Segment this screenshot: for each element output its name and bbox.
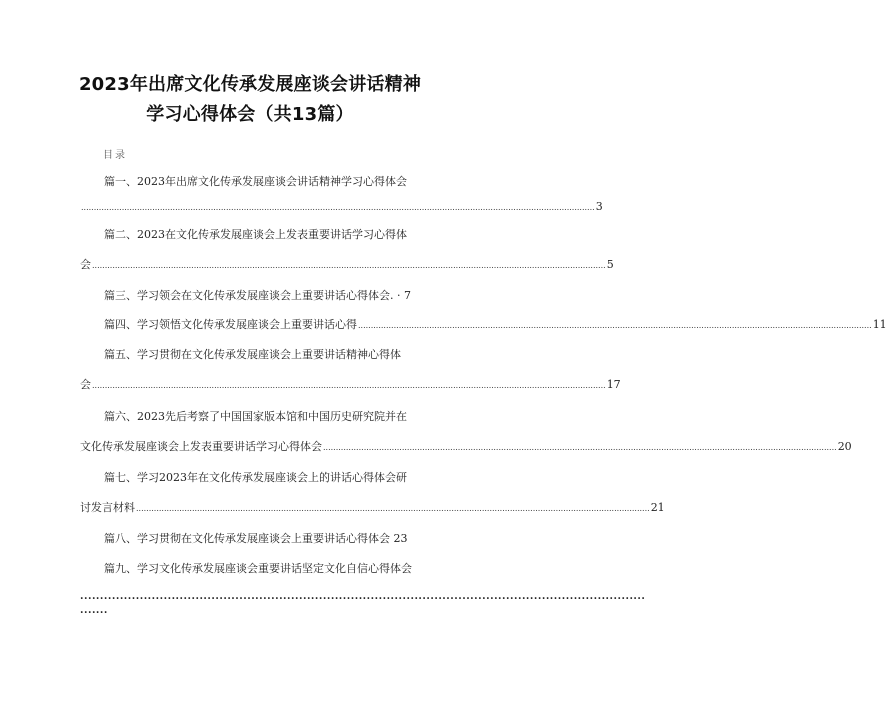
dot-leader: ..........................................................................................................................................................................................................	[323, 443, 837, 452]
toc-entry-5-title-cont: 会	[80, 378, 91, 391]
toc-entry-2-continuation	[80, 258, 614, 273]
toc-entry-1-title: 篇一、2023年出席文化传承发展座谈会讲话精神学习心得体会	[104, 175, 407, 188]
toc-entry-6-page: 20	[837, 440, 852, 453]
dot-leader: ..........................................................................................................................................................................................................	[81, 203, 595, 212]
document-title-line-1: 2023年出席文化传承发展座谈会讲话精神	[78, 74, 422, 95]
toc-entry-4-line	[104, 318, 887, 333]
toc-entry-4-title: 篇四、学习领悟文化传承发展座谈会上重要讲话心得	[104, 318, 357, 331]
toc-entry-2-title: 篇二、2023在文化传承发展座谈会上发表重要讲话学习心得体	[104, 228, 407, 241]
toc-entry-2-title-cont: 会	[80, 258, 91, 271]
toc-entry-7-title-cont: 讨发言材料	[80, 501, 135, 514]
toc-entry-5-page: 17	[606, 378, 621, 391]
toc-entry-5-title: 篇五、学习贯彻在文化传承发展座谈会上重要讲话精神心得体	[104, 348, 401, 361]
toc-entry-9-leader: ..............................................................................................................................................	[80, 591, 646, 602]
toc-heading: 目录	[103, 150, 127, 161]
toc-entry-7-title: 篇七、学习2023年在文化传承发展座谈会上的讲话心得体会研	[104, 471, 407, 484]
toc-entry-5-continuation	[80, 378, 621, 393]
toc-entry-7-continuation	[80, 501, 665, 516]
document-title-line-2: 学习心得体会（共13篇）	[146, 104, 354, 125]
dot-leader: ..........................................................................................................................................................................................................	[92, 381, 606, 390]
dot-leader: ..........................................................................................................................................................................................................	[358, 321, 872, 330]
toc-entry-9-leader-cont: .......	[80, 605, 108, 616]
toc-entry-6-continuation	[80, 440, 852, 455]
toc-entry-1-leader	[80, 200, 603, 215]
dot-leader: ..........................................................................................................................................................................................................	[136, 504, 650, 513]
toc-entry-7-page: 21	[650, 501, 665, 514]
toc-entry-6-title-cont: 文化传承发展座谈会上发表重要讲话学习心得体会	[80, 440, 322, 453]
toc-entry-4-page: 11	[872, 318, 887, 331]
toc-entry-9-title: 篇九、学习文化传承发展座谈会重要讲话坚定文化自信心得体会	[104, 562, 412, 575]
toc-entry-3-title: 篇三、学习领会在文化传承发展座谈会上重要讲话心得体会. · 7	[104, 289, 411, 302]
toc-entry-6-title: 篇六、2023先后考察了中国国家版本馆和中国历史研究院并在	[104, 410, 407, 423]
toc-entry-1-page: 3	[595, 200, 603, 213]
toc-entry-8-title: 篇八、学习贯彻在文化传承发展座谈会上重要讲话心得体会 23	[104, 532, 408, 545]
toc-entry-2-page: 5	[606, 258, 614, 271]
dot-leader: ..........................................................................................................................................................................................................	[92, 261, 606, 270]
